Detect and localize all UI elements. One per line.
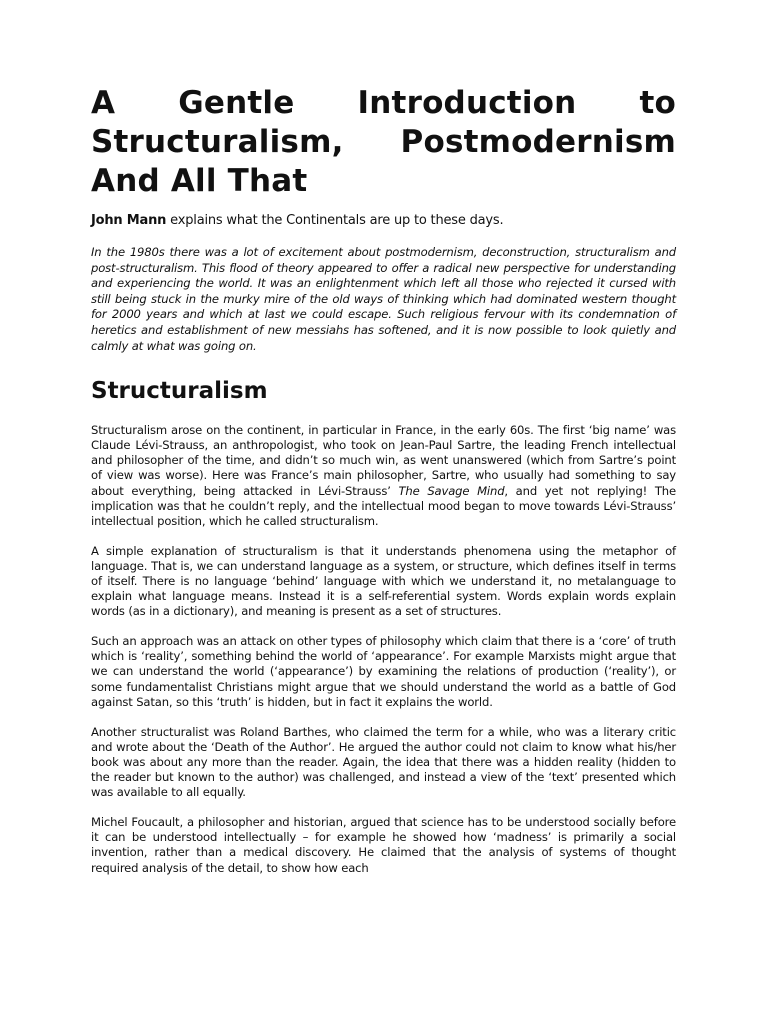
document-page [91,84,676,876]
paragraph-1-text-start: Structuralism arose on the continent, in particular in France, in the early 60s. The first ‘big name’ was Claude Lévi-Strauss, an anthropologist, who took on Jean-Paul Sartre, the leading French intellectual and philosopher of the time, and didn’t so much win, as went unanswered (which from Sartre’s point of view was worse). Here was France’s main philosopher, Sartre, who usually had something to say about everything, being attacked in Lévi-Strauss’ [91,423,676,498]
body-paragraph-4: Another structuralist was Roland Barthes, who claimed the term for a while, who was a literary critic and wrote about the ‘Death of the Author’. He argued the author could not claim to know what his/her book was about any more than the reader. Again, the idea that there was a hidden reality (hidden to the reader but known to the author) was challenged, and instead a view of the ‘text’ presented which was available to all equally. [91,724,676,800]
section-heading-structuralism: Structuralism [91,378,268,405]
book-title-savage-mind: The Savage Mind [398,483,505,498]
paragraph-1-text-end: , and yet not replying! The implication was that he couldn’t reply, and the intellectual mood began to move towards Lévi-Strauss’ intellectual position, which he called structuralism. [91,483,676,528]
body-paragraph-1 [91,423,676,529]
byline [91,212,676,230]
body-paragraph-2: A simple explanation of structuralism is that it understands phenomena using the metaphor of language. That is, we can understand language as a system, or structure, which defines itself in terms of itself. There is no language ‘behind’ language with which we understand it, no metalanguage to explain what language means. Instead it is a self-referential system. Words explain words explain words (as in a dictionary), and meaning is present as a set of structures. [91,543,676,619]
body-paragraph-5: Michel Foucault, a philosopher and historian, argued that science has to be understood socially before it can be understood intellectually – for example he showed how ‘madness’ is primarily a social invention, rather than a medical discovery. He claimed that the analysis of systems of thought required analysis of the detail, to show how each [91,815,676,875]
document-title: A Gentle Introduction to Structuralism, Postmodernism And All That [91,85,676,199]
byline-author: John Mann [91,213,167,228]
byline-text: explains what the Continentals are up to these days. [166,213,504,228]
lede-paragraph: In the 1980s there was a lot of excitement about postmodernism, deconstruction, structuralism and post-structuralism. This flood of theory appeared to offer a radical new perspective for understanding and experiencing the world. It was an enlightenment which left all those who rejected it cursed with still being stuck in the murky mire of the old ways of thinking which had dominated western thought for 2000 years and which at last we could escape. Such religious fervour with its condemnation of heretics and establishment of new messiahs has softened, and it is now possible to look quietly and calmly at what was going on. [91,245,676,353]
body-paragraph-3: Such an approach was an attack on other types of philosophy which claim that there is a ‘core’ of truth which is ‘reality’, something behind the world of ‘appearance’. For example Marxists might argue that we can understand the world (‘appearance’) by examining the relations of production (‘reality’), or some fundamentalist Christians might argue that we should understand the world as a battle of God against Satan, so this ‘truth’ is hidden, but in fact it explains the world. [91,634,676,709]
